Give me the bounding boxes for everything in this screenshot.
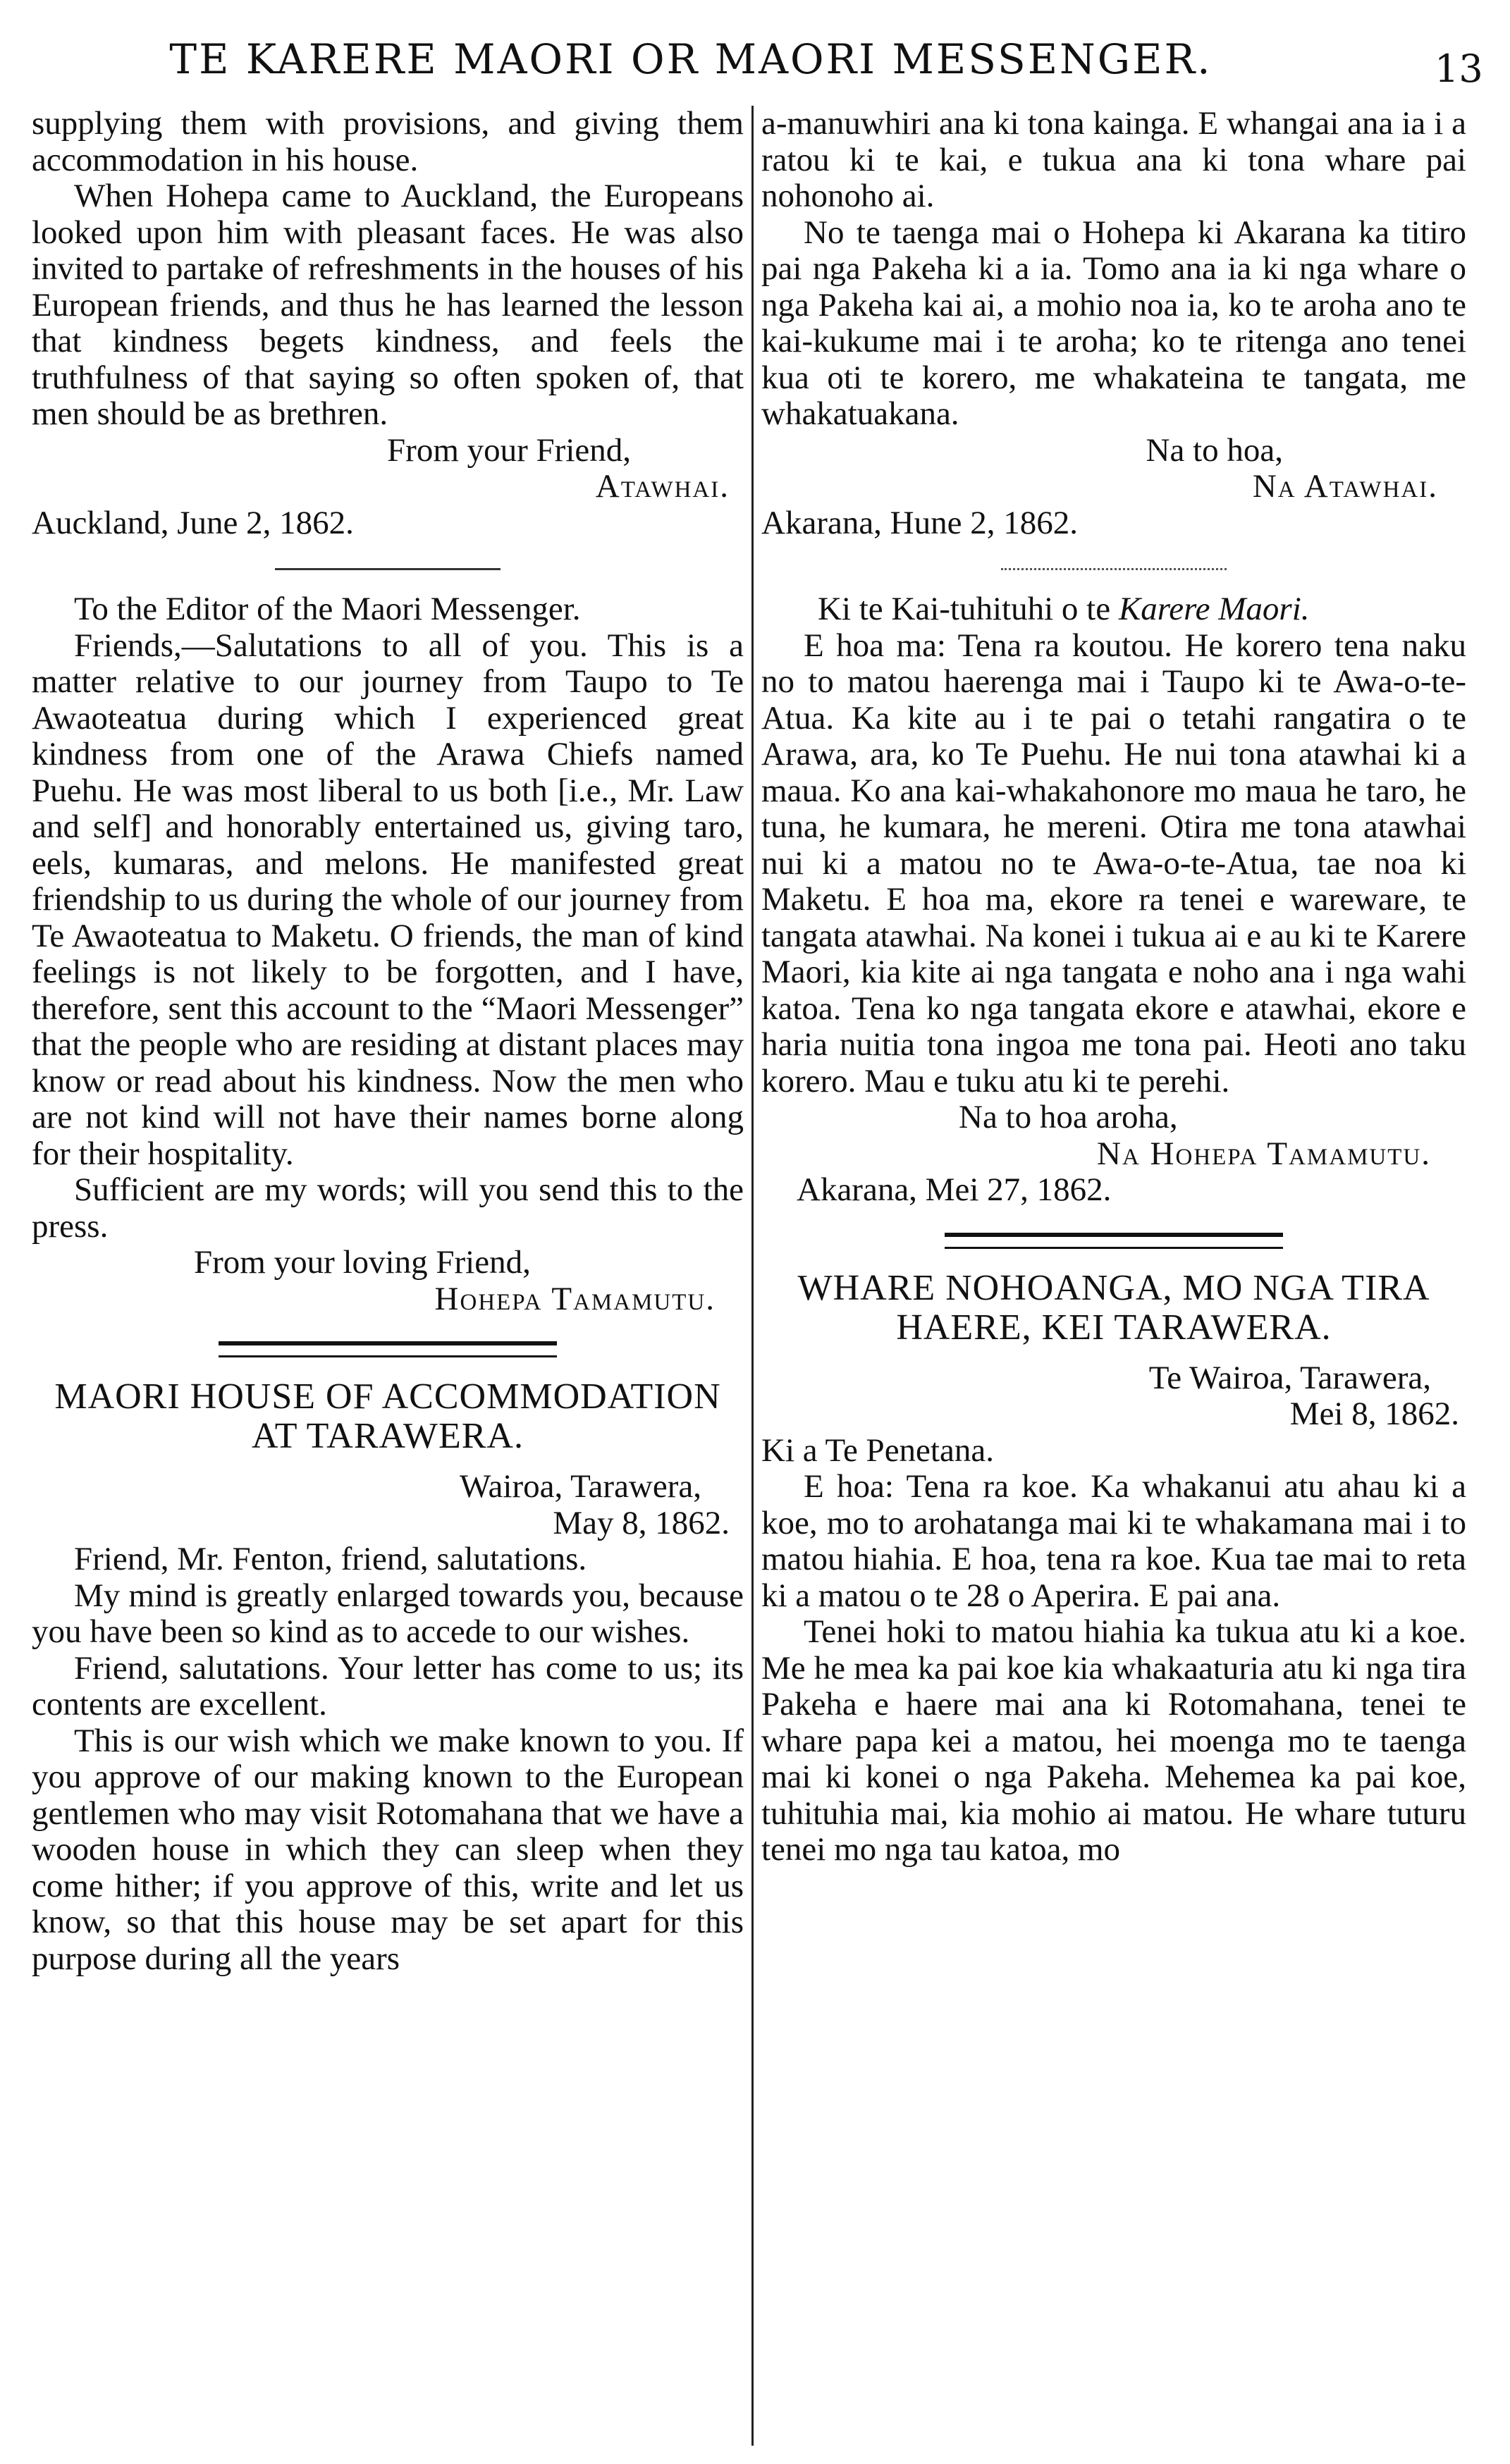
letter1-signature: Atawhai. <box>595 468 730 505</box>
section-paragraph-1: Friend, Mr. Fenton, friend, salutations. <box>74 1541 587 1577</box>
letter1-closing: From your Friend, <box>387 431 631 469</box>
letter1-place-date-maori: Akarana, Hune 2, 1862. <box>761 504 1078 541</box>
section-paragraph-2: My mind is greatly enlarged towards you, because you have been so kind as to accede to our wishes. <box>32 1577 744 1650</box>
letter2-signature: Hohepa Tamamutu. <box>434 1280 716 1317</box>
section-double-rule <box>219 1341 557 1357</box>
letter2-place-date-maori: Akarana, Mei 27, 1862. <box>797 1171 1112 1208</box>
section-heading-maori: WHARE NOHOANGA, MO NGA TIRA HAERE, KEI TARAWERA. <box>797 1267 1430 1348</box>
letter2-closing-maori: Na to hoa aroha, <box>959 1099 1178 1135</box>
section-place: Wairoa, Tarawera, <box>459 1468 701 1505</box>
letter2-heading-paper-name: Karere Maori. <box>1118 591 1310 627</box>
section-paragraph-4: This is our wish which we make known to you. If you approve of our making known to the European gentlemen who may visit Rotomahana that we have a wooden house in which they can sleep when they come hither; if you approve of this, write and let us know, so that this house may be set apart for this purpose during all the years <box>32 1722 744 1977</box>
right-column-maori <box>761 106 1466 1868</box>
section-double-rule-maori <box>945 1233 1283 1249</box>
letter1-paragraph-1: supplying them with provisions, and giving them accommodation in his house. <box>32 105 744 178</box>
letter2-heading-prefix: Ki te Kai-tuhituhi o te <box>818 591 1119 627</box>
letter1-paragraph-1-maori: a-manuwhiri ana ki tona kainga. E whangai ana ia i a ratou ki te kai, e tukua ana ki tona whare pai nohonoho ai. <box>761 105 1466 214</box>
running-header-title: TE KARERE MAORI OR MAORI MESSENGER. <box>169 35 1213 83</box>
section-paragraph-3: Friend, salutations. Your letter has come to us; its contents are excellent. <box>32 1649 744 1723</box>
letter1-paragraph-2: When Hohepa came to Auckland, the Europeans looked upon him with pleasant faces. He was also invited to partake of refreshments in the houses of his European friends, and thus he has learned the lesson that kindness begets kindness, and feels the truthfulness of that saying so often spoken of, that men should be as brethren. <box>32 178 744 432</box>
section-addressee-maori: Ki a Te Penetana. <box>761 1431 994 1469</box>
section-heading-english: MAORI HOUSE OF ACCOMMODATION AT TARAWERA. <box>54 1376 721 1456</box>
letter2-heading: To the Editor of the Maori Messenger. <box>74 591 581 627</box>
column-divider <box>751 106 754 2446</box>
section-place-maori: Te Wairoa, Tarawera, <box>1148 1359 1431 1396</box>
section-date-maori: Mei 8, 1862. <box>1289 1396 1459 1432</box>
letter2-paragraph-1: Friends,—Salutations to all of you. This is a matter relative to our journey from Taupo to Te Awaoteatua during which I experienced great kindness from one of the Arawa Chiefs named Puehu. He was most liberal to us both [i.e., Mr. Law and self] and honorably entertained us, giving taro, eels, kumaras, and melons. He manifested great friendship to us during the whole of our journey from Te Awaoteatua to Maketu. O friends, the man of kind feelings is not likely to be forgotten, and I have, therefore, sent this account to the “Maori Messenger” that the people who are residing at distant places may know or read about his kindness. Now the men who are not kind will not have their names borne along for their hospitality. <box>32 627 744 1172</box>
separator-rule <box>275 568 501 570</box>
letter2-paragraph-2: Sufficient are my words; will you send this to the press. <box>32 1171 744 1245</box>
section-paragraph-2-maori: Tenei hoki to matou hiahia ka tukua atu ki a koe. Me he mea ka pai koe kia whakaaturia atu ki nga tira Pakeha e haere mai ana ki Rotomahana, tenei te whare papa kei a matou, hei moenga mo te taenga mai ki konei o nga Pakeha. Mehemea ka pai koe, tuhituhia mai, kia mohio ai matou. He whare tuturu tenei mo nga tau katoa, mo <box>761 1613 1466 1868</box>
letter2-signature-maori: Na Hohepa Tamamutu. <box>1097 1135 1431 1172</box>
letter1-closing-maori: Na to hoa, <box>1146 431 1283 469</box>
section-date: May 8, 1862. <box>553 1504 730 1541</box>
letter1-place-date: Auckland, June 2, 1862. <box>32 504 354 541</box>
separator-rule-dotted <box>1001 568 1227 570</box>
letter2-heading-maori <box>761 591 1466 628</box>
letter2-closing: From your loving Friend, <box>194 1244 531 1281</box>
section-paragraph-1-maori: E hoa: Tena ra koe. Ka whakanui atu ahau ki a koe, mo to arohatanga mai ki te whakamana mai i to matou hiahia. E hoa, tena ra koe. Kua tae mai to reta ki a matou o te 28 o Aperira. E pai ana. <box>761 1468 1466 1614</box>
left-column-english <box>32 106 744 1977</box>
letter2-paragraph-1-maori: E hoa ma: Tena ra koutou. He korero tena naku no to matou haerenga mai i Taupo ki te Awa-o-te-Atua. Ka kite au i te pai o tetahi rangatira o te Arawa, ara, ko Te Puehu. He nui tona atawhai ki a maua. Ko ana kai-whakahonore mo maua he taro, he tuna, he kumara, he mereni. Otira me tona atawhai nui ki a matou no te Awa-o-te-Atua, tae noa ki Maketu. E hoa ma, ekore ra tenei e wareware, te tangata atawhai. Na konei i tukua ai e au ki te Karere Maori, kia kite ai nga tangata e noho ana i nga wahi katoa. Tena ko nga tangata ekore e atawhai, ekore e haria nuitia tona ingoa me tona pai. Heoti ano taku korero. Mau e tuku atu ki te perehi. <box>761 627 1466 1099</box>
page-number: 13 <box>1435 47 1483 91</box>
letter1-paragraph-2-maori: No te taenga mai o Hohepa ki Akarana ka titiro pai nga Pakeha ki a ia. Tomo ana ia ki nga whare o nga Pakeha kai ai, a mohio noa ia, ko te aroha ano te kai-kukume mai i te aroha; ko te ritenga ano tenei kua oti te korero, me whakateina te tangata, me whakatuakana. <box>761 214 1466 432</box>
letter1-signature-maori: Na Atawhai. <box>1252 468 1438 505</box>
